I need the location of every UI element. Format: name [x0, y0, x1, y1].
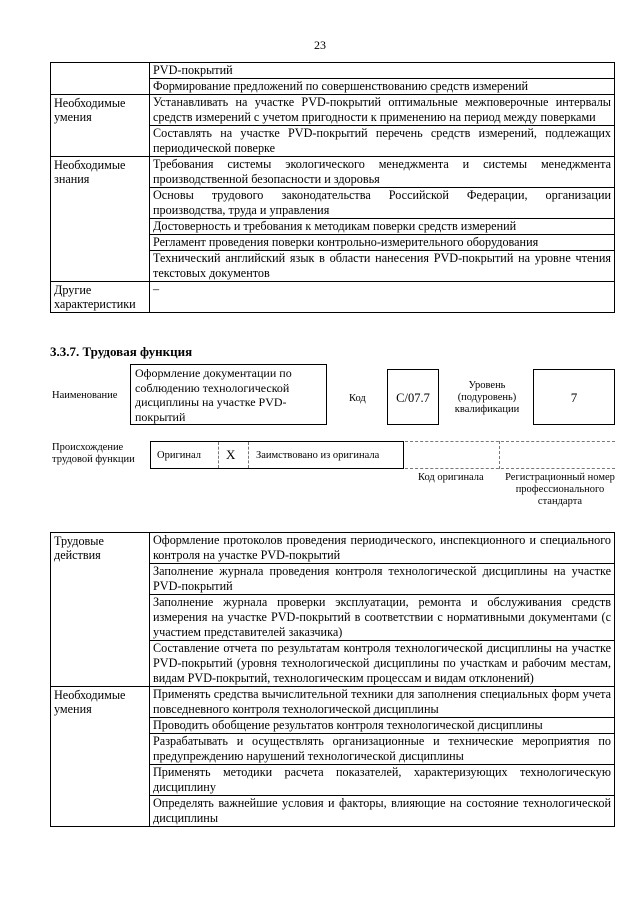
row-item: Основы трудового законодательства Российской Федерации, организации производства, труда и управления	[150, 188, 615, 219]
table-row	[51, 95, 615, 126]
row-item: Устанавливать на участке PVD-покрытий оптимальные межповерочные интервалы средств измерений с учетом пригодности к применению на период между поверками	[150, 95, 615, 126]
table-row	[51, 63, 615, 79]
level-value: 7	[570, 390, 578, 405]
row-label	[51, 63, 150, 95]
reg-number-label: Регистрационный номер профессионального стандарта	[505, 472, 615, 507]
table-row	[51, 687, 615, 718]
origin-original: Оригинал	[157, 450, 201, 461]
row-item: PVD-покрытий	[150, 63, 615, 79]
code-label: Код	[349, 393, 366, 404]
page-number: 23	[314, 38, 326, 52]
origin-divider	[218, 442, 219, 468]
row-label: Трудовые действия	[51, 533, 150, 687]
section-title: 3.3.7. Трудовая функция	[50, 344, 193, 359]
row-item: Регламент проведения поверки контрольно-измерительного оборудования	[150, 235, 615, 251]
row-item: –	[150, 282, 615, 313]
row-label: Необходимые знания	[51, 157, 150, 282]
competency-table-top	[50, 62, 615, 313]
origin-label: Происхождение трудовой функции	[52, 442, 135, 465]
function-name: Оформление документации по соблюдению технологической дисциплины на участке PVD-покрытий	[135, 366, 292, 424]
row-label: Необходимые умения	[51, 687, 150, 827]
name-label: Наименование	[52, 390, 118, 401]
row-item: Проводить обобщение результатов контроля технологической дисциплины	[150, 718, 615, 734]
row-item: Заполнение журнала проведения контроля технологической дисциплины на участке PVD-покрытий	[150, 564, 615, 595]
code-box	[387, 369, 439, 425]
code-value: C/07.7	[396, 391, 430, 405]
table-row	[51, 533, 615, 564]
origin-borrowed: Заимствовано из оригинала	[256, 450, 380, 461]
row-item: Технический английский язык в области нанесения PVD-покрытий на уровне чтения текстовых документов	[150, 251, 615, 282]
origin-divider	[248, 442, 249, 468]
table-row	[51, 282, 615, 313]
row-item: Заполнение журнала проверки эксплуатации, ремонта и обслуживания средств измерения на участке PVD-покрытий в соответствии с нормативными документами (с участием представителей заказчика)	[150, 595, 615, 641]
row-item: Применять методики расчета показателей, характеризующих технологическую дисциплину	[150, 765, 615, 796]
row-label: Другие характеристики	[51, 282, 150, 313]
origin-dash-divider	[499, 441, 500, 469]
row-item: Требования системы экологического менеджмента и системы менеджмента производственной безопасности и здоровья	[150, 157, 615, 188]
row-label: Необходимые умения	[51, 95, 150, 157]
origin-mark: X	[226, 447, 236, 462]
row-item: Оформление протоколов проведения периодического, инспекционного и специального контроля на участке PVD-покрытий	[150, 533, 615, 564]
table-row	[51, 157, 615, 188]
row-item: Достоверность и требования к методикам поверки средств измерений	[150, 219, 615, 235]
code-original-label: Код оригинала	[418, 472, 484, 483]
row-item: Применять средства вычислительной техники для заполнения специальных форм учета повседневного контроля технологической дисциплины	[150, 687, 615, 718]
row-item: Составление отчета по результатам контроля технологической дисциплины на участке PVD-покрытий (уровня технологической дисциплины по участкам и рабочим местам, видам PVD-покрытий, технологическим процессам и видам отклонений)	[150, 641, 615, 687]
row-item: Определять важнейшие условия и факторы, влияющие на состояние технологической дисциплины	[150, 796, 615, 827]
row-item: Составлять на участке PVD-покрытий перечень средств измерений, подлежащих периодической поверке	[150, 126, 615, 157]
row-item: Разрабатывать и осуществлять организационные и технические мероприятия по предупреждению нарушений технологической дисциплины	[150, 734, 615, 765]
level-label: Уровень (подуровень) квалификации	[454, 380, 520, 415]
competency-table-bottom	[50, 532, 615, 827]
level-box	[533, 369, 615, 425]
origin-dash-top	[405, 441, 615, 442]
function-name-box	[130, 364, 327, 425]
origin-dash-bottom	[405, 468, 615, 469]
row-item: Формирование предложений по совершенствованию средств измерений	[150, 79, 615, 95]
